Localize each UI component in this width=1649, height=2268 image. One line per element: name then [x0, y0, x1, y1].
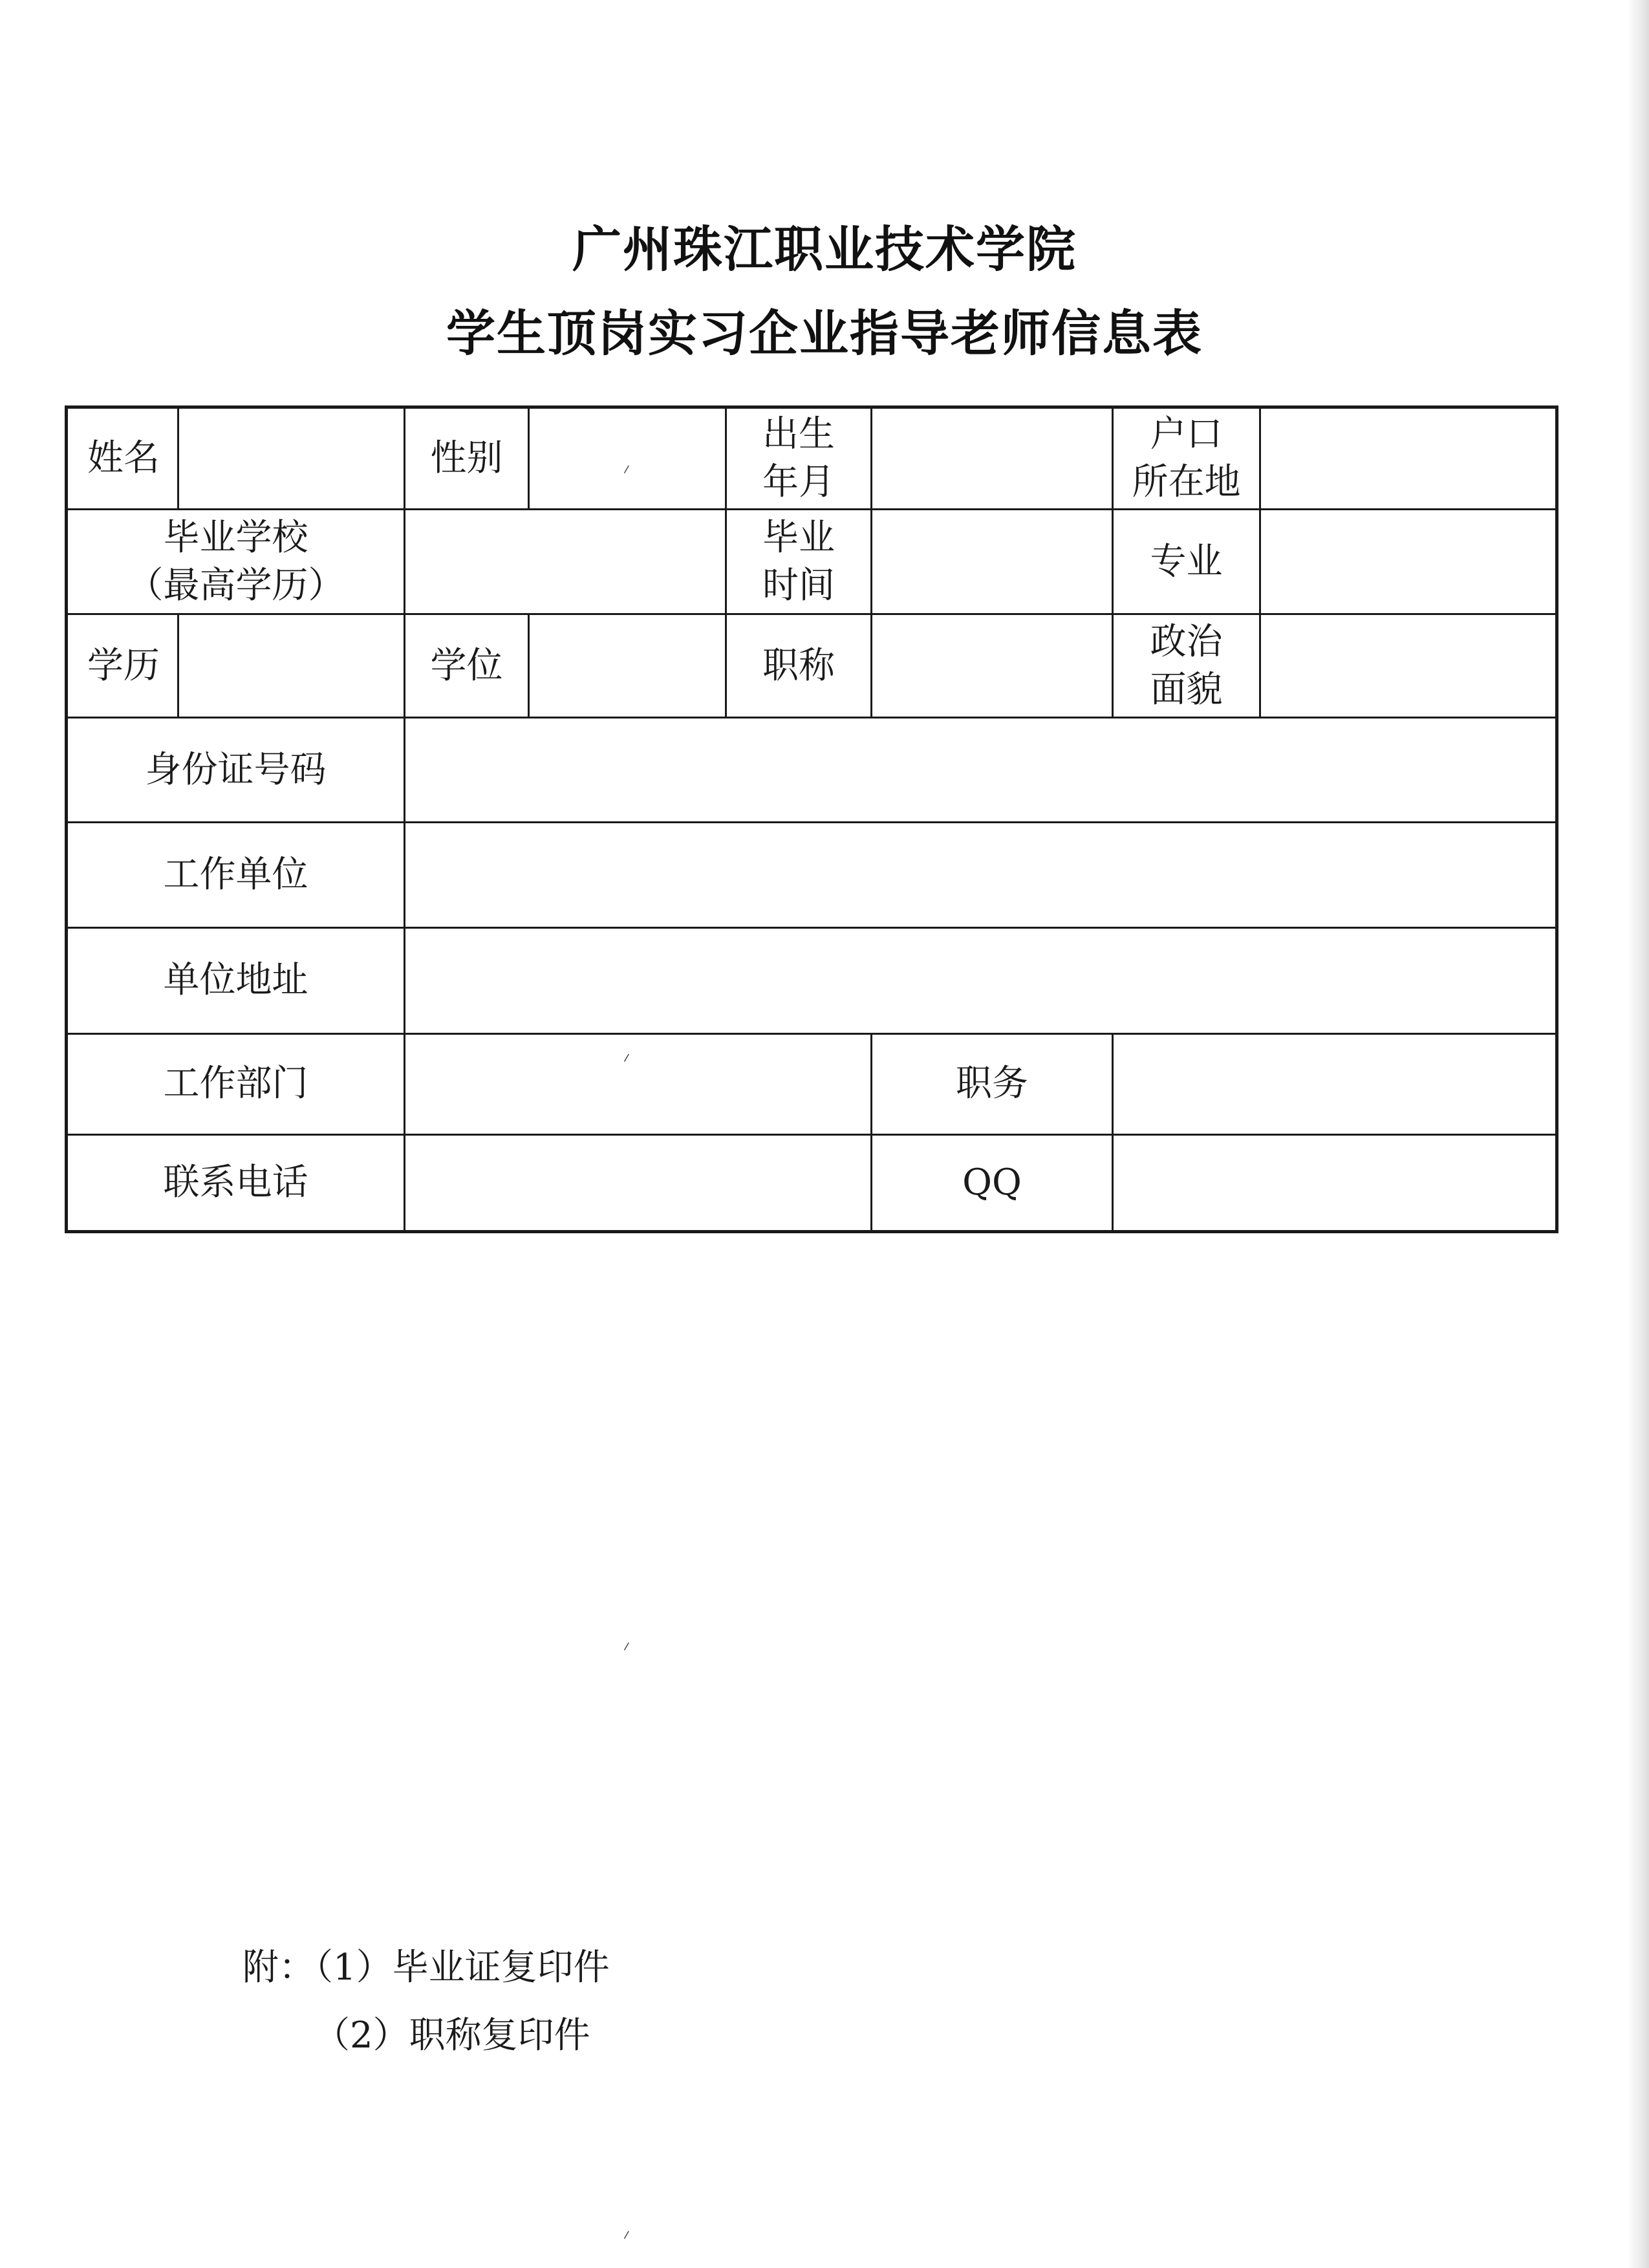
- employer-label: 工作单位: [67, 823, 405, 927]
- birth-date-field[interactable]: [872, 407, 1113, 510]
- graduation-time-field[interactable]: [872, 510, 1113, 614]
- name-label: 姓名: [67, 407, 178, 510]
- birth-date-label-line1: 出生: [762, 413, 835, 456]
- table-row: [67, 823, 1557, 927]
- form-title: 学生顶岗实习企业指导老师信息表: [446, 305, 1203, 362]
- graduation-school-label-line1: 毕业学校: [163, 516, 308, 559]
- form-title-institution: 广州珠江职业技术学院: [572, 221, 1077, 278]
- graduation-school-label-line2: （最高学历）: [127, 564, 345, 607]
- scan-speck-icon: ⸝: [618, 453, 633, 477]
- gender-label: 性别: [405, 407, 529, 510]
- scan-speck-icon: ⸝: [618, 1630, 633, 1654]
- phone-label: 联系电话: [67, 1134, 405, 1231]
- attachment-note-2: （2）职称复印件: [314, 2014, 590, 2057]
- phone-field[interactable]: [405, 1134, 872, 1231]
- professional-title-field[interactable]: [872, 614, 1113, 718]
- degree-label: 学位: [405, 614, 529, 718]
- table-row: [67, 1134, 1557, 1231]
- education-label: 学历: [67, 614, 178, 718]
- table-row: [67, 927, 1557, 1033]
- employer-field[interactable]: [405, 823, 1557, 927]
- political-status-field[interactable]: [1260, 614, 1557, 718]
- degree-field[interactable]: [529, 614, 726, 718]
- hukou-label: [1113, 407, 1260, 510]
- qq-field[interactable]: [1113, 1134, 1557, 1231]
- position-label: 职务: [872, 1033, 1113, 1134]
- major-field[interactable]: [1260, 510, 1557, 614]
- graduation-school-label: [67, 510, 405, 614]
- professional-title-label: 职称: [726, 614, 872, 718]
- table-row: [67, 614, 1557, 718]
- hukou-label-line2: 所在地: [1132, 461, 1241, 504]
- table-row: [67, 407, 1557, 510]
- graduation-time-label-line1: 毕业: [762, 516, 835, 559]
- employer-address-label: 单位地址: [67, 927, 405, 1033]
- scan-speck-icon: ⸝: [618, 1042, 633, 1066]
- political-status-label-line1: 政治: [1150, 620, 1223, 663]
- position-field[interactable]: [1113, 1033, 1557, 1134]
- employer-address-field[interactable]: [405, 927, 1557, 1033]
- graduation-time-label: [726, 510, 872, 614]
- id-number-label: 身份证号码: [67, 718, 405, 823]
- id-number-field[interactable]: [405, 718, 1557, 823]
- department-field[interactable]: [405, 1033, 872, 1134]
- political-status-label: [1113, 614, 1260, 718]
- graduation-time-label-line2: 时间: [762, 564, 835, 607]
- qq-label: QQ: [872, 1134, 1113, 1231]
- education-field[interactable]: [178, 614, 405, 718]
- attachment-note-1: 附：（1）毕业证复印件: [242, 1947, 610, 1989]
- table-row: [67, 718, 1557, 823]
- political-status-label-line2: 面貌: [1150, 668, 1223, 711]
- hukou-field[interactable]: [1260, 407, 1557, 510]
- department-label: 工作部门: [67, 1033, 405, 1134]
- graduation-school-field[interactable]: [405, 510, 726, 614]
- birth-date-label: [726, 407, 872, 510]
- major-label: 专业: [1113, 510, 1260, 614]
- table-row: [67, 510, 1557, 614]
- hukou-label-line1: 户口: [1150, 413, 1223, 456]
- scan-speck-icon: ⸝: [618, 2219, 633, 2243]
- table-row: [67, 1033, 1557, 1134]
- mentor-info-table: [65, 405, 1558, 1233]
- name-field[interactable]: [178, 407, 405, 510]
- birth-date-label-line2: 年月: [762, 461, 835, 504]
